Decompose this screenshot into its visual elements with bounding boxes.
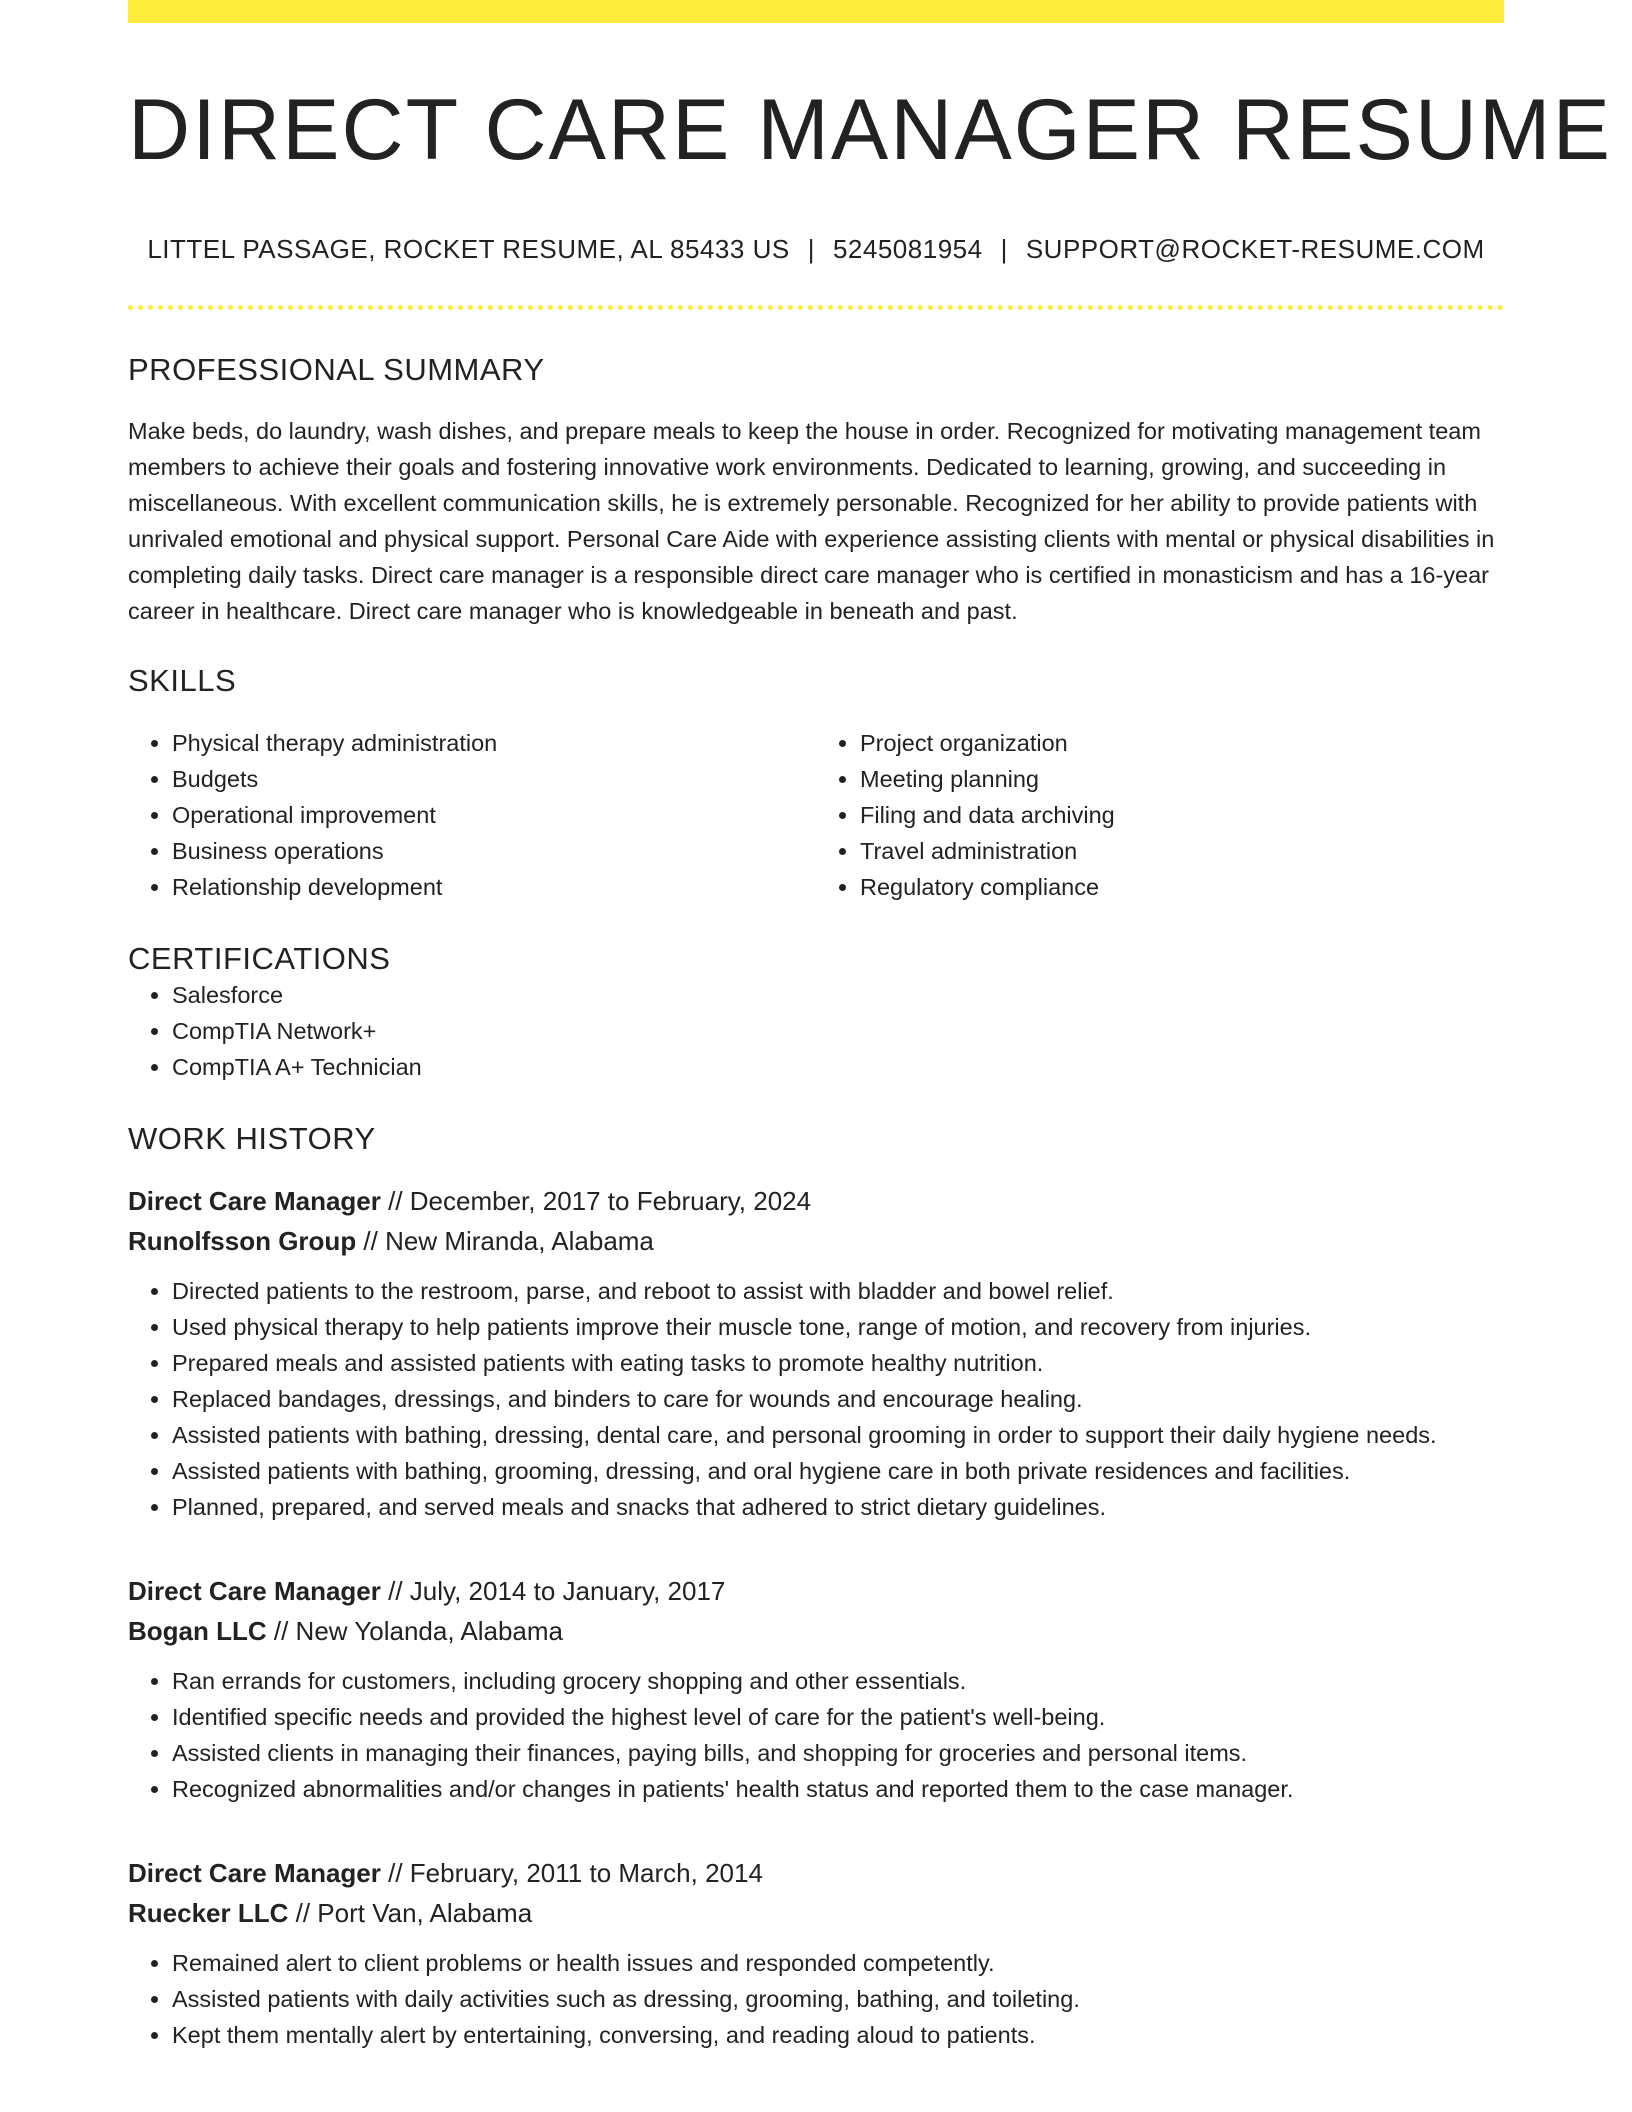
job-location: // New Yolanda, Alabama	[266, 1615, 563, 1646]
skill-item: • Physical therapy administration	[172, 725, 816, 761]
job-dates: // July, 2014 to January, 2017	[380, 1575, 726, 1606]
contact-separator: |	[1000, 233, 1008, 264]
skill-item: • Meeting planning	[860, 761, 1504, 797]
job-title-line	[128, 1181, 1504, 1221]
contact-email: SUPPORT@ROCKET-RESUME.COM	[1025, 233, 1485, 264]
job-title: Direct Care Manager	[128, 1575, 381, 1606]
summary-heading: PROFESSIONAL SUMMARY	[128, 351, 545, 387]
job-company-line	[128, 1893, 1504, 1933]
job-company-line	[128, 1221, 1504, 1261]
job-entry	[128, 1181, 1504, 1525]
work-history-heading: WORK HISTORY	[128, 1120, 376, 1156]
skill-item: • Budgets	[172, 761, 816, 797]
skill-item: • Filing and data archiving	[860, 797, 1504, 833]
resume-title: DIRECT CARE MANAGER RESUME	[128, 82, 1612, 178]
certification-item: • CompTIA A+ Technician	[172, 1049, 1504, 1085]
job-entry	[128, 1571, 1504, 1807]
contact-separator: |	[807, 233, 815, 264]
certification-item: • CompTIA Network+	[172, 1013, 1504, 1049]
top-accent-bar	[128, 0, 1504, 23]
contact-address: LITTEL PASSAGE, ROCKET RESUME, AL 85433 US	[147, 233, 790, 264]
job-duty: • Planned, prepared, and served meals and snacks that adhered to strict dietary guidelines.	[172, 1489, 1504, 1525]
job-title: Direct Care Manager	[128, 1185, 381, 1216]
job-duty: • Replaced bandages, dressings, and binders to care for wounds and encourage healing.	[172, 1381, 1504, 1417]
certifications-list	[128, 977, 1504, 1085]
skills-columns	[128, 725, 1504, 905]
job-title: Direct Care Manager	[128, 1857, 381, 1888]
job-duty: • Prepared meals and assisted patients with eating tasks to promote healthy nutrition.	[172, 1345, 1504, 1381]
job-dates: // February, 2011 to March, 2014	[380, 1857, 763, 1888]
job-duties-list	[128, 1273, 1504, 1525]
skill-item: • Operational improvement	[172, 797, 816, 833]
skill-item: • Regulatory compliance	[860, 869, 1504, 905]
job-duties-list	[128, 1945, 1504, 2053]
skill-item: • Relationship development	[172, 869, 816, 905]
certification-item: • Salesforce	[172, 977, 1504, 1013]
job-location: // New Miranda, Alabama	[356, 1225, 654, 1256]
job-entry	[128, 1853, 1504, 2053]
skill-item: • Project organization	[860, 725, 1504, 761]
contact-phone: 5245081954	[832, 233, 983, 264]
skill-item: • Travel administration	[860, 833, 1504, 869]
contact-line	[128, 234, 1504, 265]
job-company: Bogan LLC	[128, 1615, 267, 1646]
job-duty: • Assisted patients with bathing, grooming, dressing, and oral hygiene care in both private residences and facilities.	[172, 1453, 1504, 1489]
job-duty: • Assisted clients in managing their finances, paying bills, and shopping for groceries and personal items.	[172, 1735, 1504, 1771]
certifications-heading: CERTIFICATIONS	[128, 940, 391, 976]
job-duties-list	[128, 1663, 1504, 1807]
job-duty: • Kept them mentally alert by entertaining, conversing, and reading aloud to patients.	[172, 2017, 1504, 2053]
job-company: Ruecker LLC	[128, 1897, 289, 1928]
skills-heading: SKILLS	[128, 662, 237, 698]
skills-list-left	[128, 725, 816, 905]
job-duty: • Directed patients to the restroom, parse, and reboot to assist with bladder and bowel relief.	[172, 1273, 1504, 1309]
job-duty: • Ran errands for customers, including grocery shopping and other essentials.	[172, 1663, 1504, 1699]
job-duty: • Remained alert to client problems or health issues and responded competently.	[172, 1945, 1504, 1981]
job-duty: • Used physical therapy to help patients improve their muscle tone, range of motion, and recovery from injuries.	[172, 1309, 1504, 1345]
job-company: Runolfsson Group	[128, 1225, 357, 1256]
job-duty: • Identified specific needs and provided the highest level of care for the patient's well-being.	[172, 1699, 1504, 1735]
job-title-line	[128, 1571, 1504, 1611]
job-title-line	[128, 1853, 1504, 1893]
header-divider	[128, 305, 1504, 310]
skills-list-right	[816, 725, 1504, 905]
summary-text: Make beds, do laundry, wash dishes, and prepare meals to keep the house in order. Recognized for motivating management team members to achieve their goals and fostering innovative work environments. Dedicated to learning, growing, and succeeding in miscellaneous. With excellent communication skills, he is extremely personable. Recognized for her ability to provide patients with unrivaled emotional and physical support. Personal Care Aide with experience assisting clients with mental or physical disabilities in completing daily tasks. Direct care manager is a responsible direct care manager who is certified in monasticism and has a 16-year career in healthcare. Direct care manager who is knowledgeable in beneath and past.	[128, 417, 1495, 624]
job-location: // Port Van, Alabama	[288, 1897, 533, 1928]
job-duty: • Assisted patients with daily activities such as dressing, grooming, bathing, and toileting.	[172, 1981, 1504, 2017]
resume-page	[128, 0, 1612, 2053]
job-duty: • Recognized abnormalities and/or changes in patients' health status and reported them to the case manager.	[172, 1771, 1504, 1807]
job-company-line	[128, 1611, 1504, 1651]
skill-item: • Business operations	[172, 833, 816, 869]
job-dates: // December, 2017 to February, 2024	[380, 1185, 812, 1216]
job-duty: • Assisted patients with bathing, dressing, dental care, and personal grooming in order to support their daily hygiene needs.	[172, 1417, 1504, 1453]
